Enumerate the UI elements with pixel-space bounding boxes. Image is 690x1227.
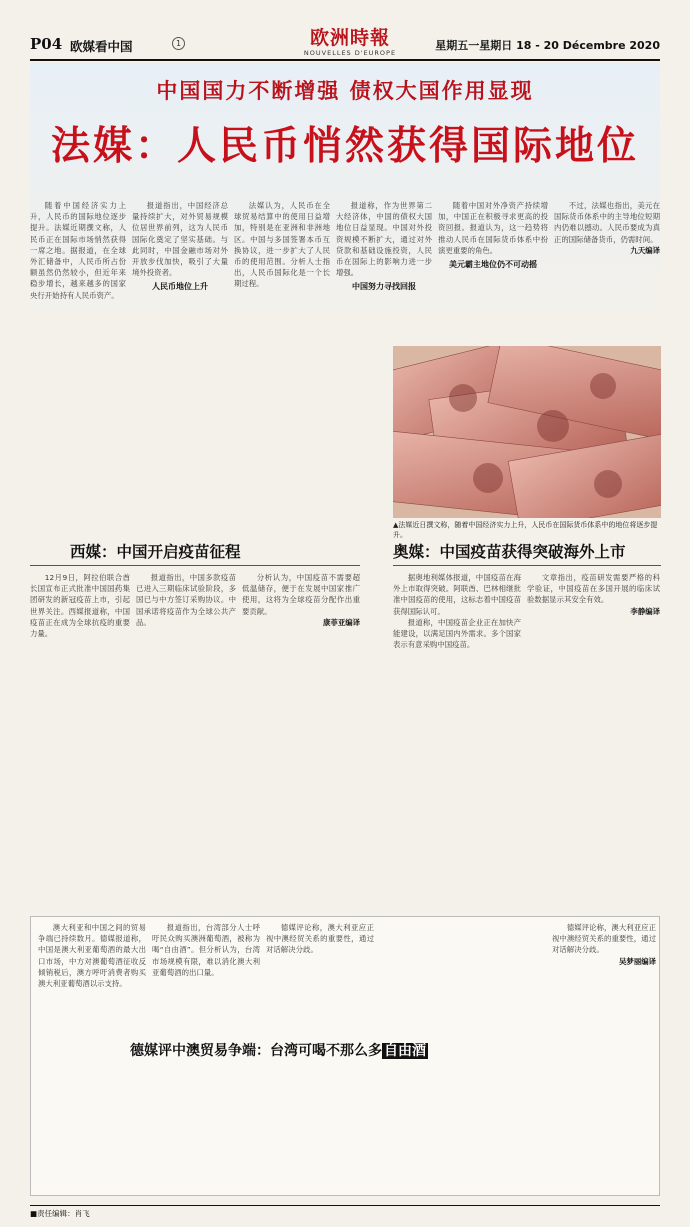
header-rule — [30, 59, 660, 61]
australia-byline: 吴梦丽编译 — [619, 956, 656, 966]
page-footer — [30, 1205, 660, 1219]
west-section-rule — [30, 565, 360, 566]
section-title: 欧媒看中国 — [70, 39, 133, 54]
austria-text-2: 报道称，中国疫苗企业正在加快产能建设，以满足国内外需求。多个国家表示有意采购中国疫苗。 — [393, 617, 521, 650]
west-text-3: 分析认为，中国疫苗不需要超低温储存，便于在发展中国家推广使用，这将为全球疫苗分配作出重要贡献。 — [242, 573, 360, 616]
lead-col4-subhead: 中国努力寻找回报 — [352, 282, 416, 292]
lead-col5-text: 随着中国对外净资产持续增加，中国正在积极寻求更高的投资回报。报道认为，这一趋势将推动人民币在国际货币体系中扮演更重要的角色。 — [438, 201, 548, 255]
lead-col6-text: 不过，法媒也指出，美元在国际货币体系中的主导地位短期内仍难以撼动。人民币要成为真正的国际储备货币，仍需时间。 — [554, 201, 660, 244]
section-number-badge: 1 — [172, 37, 185, 50]
austria-section-title: 奥媒：中国疫苗获得突破海外上市 — [393, 543, 626, 561]
west-column-2 — [136, 572, 236, 908]
australia-headline-highlight: 自由酒 — [384, 1043, 426, 1059]
australia-column-6 — [552, 922, 656, 1192]
austria-byline: 李静编译 — [630, 606, 660, 616]
australia-text-1: 澳大利亚和中国之间的贸易争端已持续数月。德媒报道称，中国是澳大利亚葡萄酒的最大出口市场，中方对澳葡萄酒征收反倾销税后，澳方呼吁消费者购买澳大利亚葡萄酒以示支持。 — [38, 923, 146, 989]
austria-section-rule — [393, 565, 661, 566]
editor-credit: ■责任编辑：肖飞 — [30, 1209, 90, 1218]
austria-text-3: 文章指出，疫苗研发需要严格的科学验证，中国疫苗在多国开展的临床试验数据显示其安全有效。 — [527, 573, 660, 605]
lead-col2-text: 报道指出，中国经济总量持续扩大，对外贸易规模位居世界前列，这为人民币国际化奠定了坚实基础。与此同时，中国金融市场对外开放步伐加快，吸引了大量境外投资者。 — [132, 201, 228, 278]
west-byline: 康菲亚编译 — [323, 617, 360, 627]
austria-column-2 — [527, 572, 660, 908]
west-section-title: 西媒：中国开启疫苗征程 — [70, 543, 241, 561]
austria-text-1: 据奥地利媒体报道，中国疫苗在海外上市取得突破。阿联酋、巴林相继批准中国疫苗的使用，这标志着中国疫苗获得国际认可。 — [393, 573, 521, 616]
lead-col2-subhead: 人民币地位上升 — [152, 282, 208, 292]
australia-text-4: 德媒评论称，澳大利亚应正视中澳经贸关系的重要性，通过对话解决分歧。 — [552, 923, 656, 955]
masthead-subtitle: NOUVELLES D'EUROPE — [303, 49, 397, 57]
west-text-1: 12月9日，阿拉伯联合酋长国宣布正式批准中国国药集团研发的新冠疫苗上市，引起世界关注。西媒报道称，中国疫苗正在成为全球抗疫的重要力量。 — [30, 573, 130, 639]
west-text-2: 报道指出，中国多款疫苗已进入三期临床试验阶段，多国已与中方签订采购协议。中国承诺将疫苗作为全球公共产品。 — [136, 573, 236, 627]
lead-col3-text: 法媒认为，人民币在全球贸易结算中的使用日益增加，特别是在亚洲和非洲地区。中国与多国签署本币互换协议，进一步扩大了人民币的使用范围。分析人士指出，人民币国际化是一个长期过程。 — [234, 201, 330, 289]
issue-date: 星期五一星期日 18 - 20 Décembre 2020 — [435, 39, 660, 52]
masthead-logo: 欧洲時報 — [309, 27, 390, 49]
lead-column-4 — [336, 200, 432, 340]
banknotes-photo — [393, 346, 661, 518]
west-column-1 — [30, 572, 130, 908]
lead-byline: 九天编译 — [630, 245, 660, 255]
west-column-3 — [242, 572, 360, 908]
lead-headline: 法媒：人民币悄然获得国际地位 — [50, 124, 639, 169]
lead-col5-subhead: 美元霸主地位仍不可动摇 — [449, 260, 537, 270]
lead-col1-text: 随着中国经济实力上升，人民币的国际地位逐步提升。法媒近期撰文称，人民币正在国际市场悄然获得一席之地。据报道，在全球外汇储备中，人民币所占份额虽然仍然较小，但近年来稳步增长，越来越多的国家央行开始持有人民币资产。 — [30, 201, 126, 300]
austria-column-1 — [393, 572, 521, 908]
australia-column-2 — [152, 922, 260, 1034]
lead-column-2 — [132, 200, 228, 520]
lead-kicker: 中国国力不断增强 债权大国作用显现 — [156, 78, 534, 103]
masthead — [300, 27, 400, 58]
australia-text-3: 德媒评论称，澳大利亚应正视中澳经贸关系的重要性，通过对话解决分歧。 — [266, 923, 374, 955]
australia-text-2: 报道指出，台湾部分人士呼吁民众购买澳洲葡萄酒，被称为喝“自由酒”。但分析认为，台湾市场规模有限，难以消化澳大利亚葡萄酒的出口量。 — [152, 923, 260, 977]
lead-column-5 — [438, 200, 548, 340]
australia-headline — [130, 1040, 510, 1060]
australia-column-3 — [266, 922, 374, 1034]
australia-headline-text: 德媒评中澳贸易争端：台湾可喝不那么多 — [130, 1043, 382, 1059]
lead-column-1 — [30, 200, 126, 520]
lead-col4-text: 报道称，作为世界第二大经济体，中国的债权大国地位日益显现。中国对外投资规模不断扩大，通过对外贷款和基础设施投资，人民币在国际上的影响力进一步增强。 — [336, 201, 432, 278]
lead-column-3 — [234, 200, 330, 520]
page-number: P04 — [30, 35, 63, 53]
lead-column-6 — [554, 200, 660, 340]
photo-caption: ▲法媒近日撰文称，随着中国经济实力上升，人民币在国际货币体系中的地位将逐步提升。 — [393, 521, 658, 539]
page-header — [30, 27, 660, 59]
